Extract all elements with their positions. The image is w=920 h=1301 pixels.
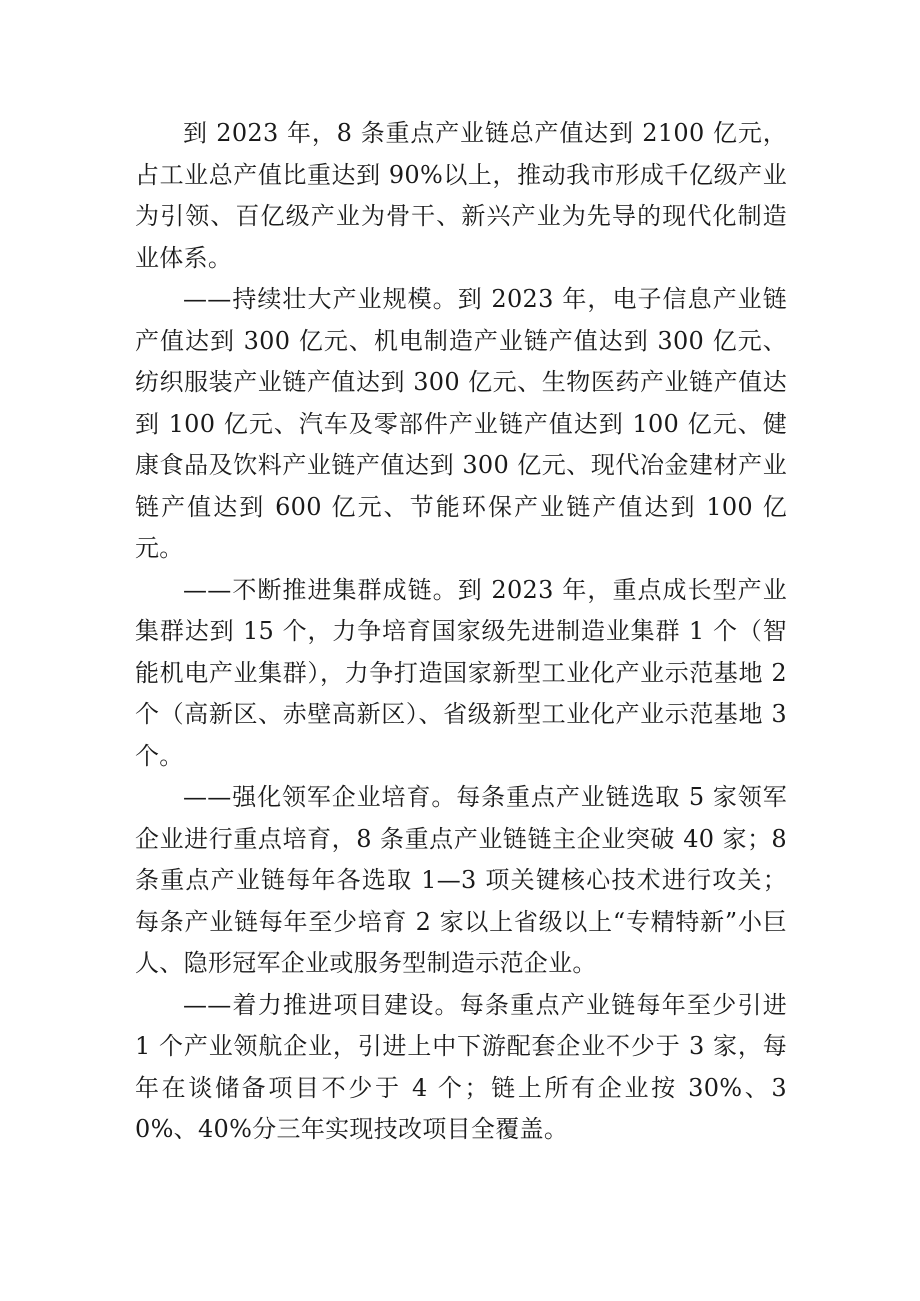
paragraph-industry-scale: ——持续壮大产业规模。到 2023 年，电子信息产业链产值达到 300 亿元、机电制造产业链产值达到 300 亿元、纺织服装产业链产值达到 300 亿元、生物医药产业链产值达到 100 亿元、汽车及零部件产业链产值达到 100 亿元、健康食品及饮料产业链产值达到 300 亿元、现代冶金建材产业链产值达到 600 亿元、节能环保产业链产值达到 100 亿元。 — [135, 285, 787, 562]
paragraph-industry-cluster: ——不断推进集群成链。到 2023 年，重点成长型产业集群达到 15 个，力争培育国家级先进制造业集群 1 个（智能机电产业集群），力争打造国家新型工业化产业示范基地 2 个（高新区、赤壁高新区）、省级新型工业化产业示范基地 3 个。 — [135, 575, 787, 770]
document-body — [135, 113, 787, 1151]
paragraph-leading-enterprises: ——强化领军企业培育。每条重点产业链选取 5 家领军企业进行重点培育，8 条重点产业链链主企业突破 40 家；8 条重点产业链每年各选取 1—3 项关键核心技术进行攻关；每条产业链每年至少培育 2 家以上省级以上“专精特新”小巨人、隐形冠军企业或服务型制造示范企业。 — [135, 783, 787, 977]
paragraph-overall-target: 到 2023 年，8 条重点产业链总产值达到 2100 亿元，占工业总产值比重达到 90%以上，推动我市形成千亿级产业为引领、百亿级产业为骨干、新兴产业为先导的现代化制造业体系。 — [135, 119, 787, 272]
paragraph-project-construction: ——着力推进项目建设。每条重点产业链每年至少引进 1 个产业领航企业，引进上中下游配套企业不少于 3 家，每年在谈储备项目不少于 4 个；链上所有企业按 30%、30%、40%分三年实现技改项目全覆盖。 — [135, 990, 787, 1143]
